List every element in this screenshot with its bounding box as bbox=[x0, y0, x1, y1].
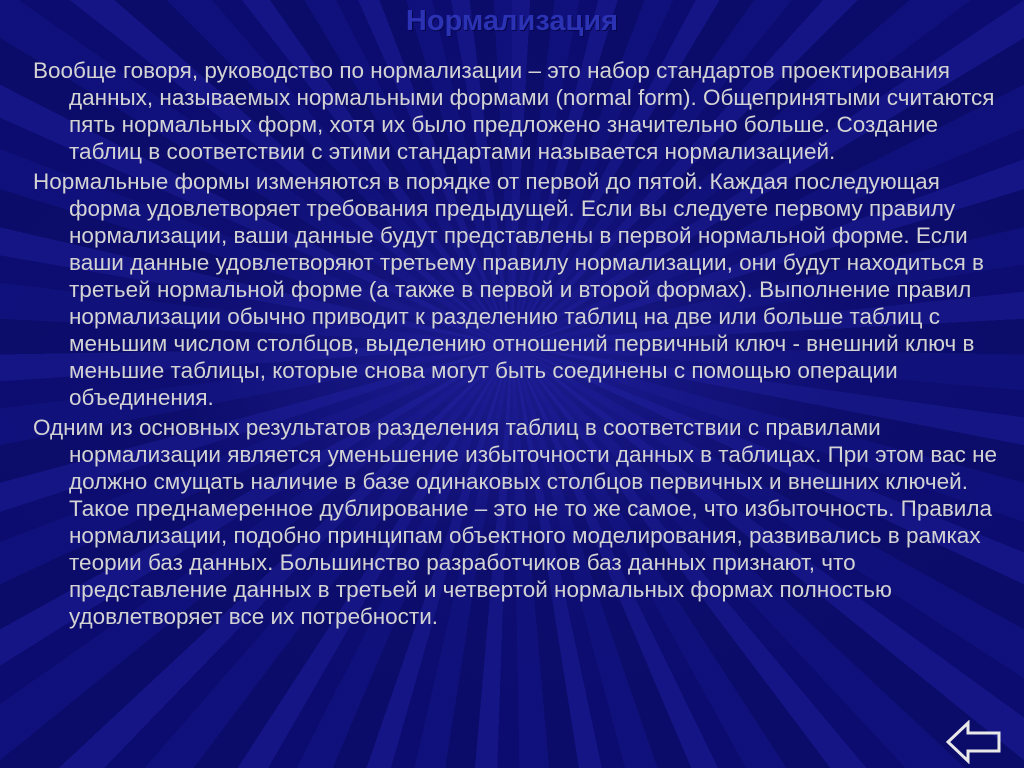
left-arrow-icon bbox=[946, 720, 1002, 764]
slide-body bbox=[33, 57, 1001, 633]
paragraph-2: Нормальные формы изменяются в порядке от первой до пятой. Каждая последующая форма удовлетворяет требования предыдущей. Если вы следуете первому правилу нормализации, ваши данные будут представлены в первой нормальной форме. Если ваши данные удовлетворяют третьему правилу нормализации, они будут находиться в третьей нормальной форме (а также в первой и второй формах). Выполнение правил нормализации обычно приводит к разделению таблиц на две или больше таблиц с меньшим числом столбцов, выделению отношений первичный ключ - внешний ключ в меньшие таблицы, которые снова могут быть соединены с помощью операции объединения. bbox=[33, 169, 984, 410]
slide-title: Нормализация bbox=[405, 5, 619, 37]
paragraph-3: Одним из основных результатов разделения таблиц в соответствии с правилами нормализации является уменьшение избыточности данных в таблицах. При этом вас не должно смущать наличие в базе одинаковых столбцов первичных и внешних ключей. Такое преднамеренное дублирование – это не то же самое, что избыточность. Правила нормализации, подобно принципам объектного моделирования, развивались в рамках теории баз данных. Большинство разработчиков баз данных признают, что представление данных в третьей и четвертой нормальных формах полностью удовлетворяет все их потребности. bbox=[33, 415, 998, 629]
back-button[interactable] bbox=[946, 720, 1002, 764]
paragraph-1: Вообще говоря, руководство по нормализации – это набор стандартов проектирования данных, называемых нормальными формами (normal form). Общепринятыми считаются пять нормальных форм, хотя их было предложено значительно больше. Создание таблиц в соответствии с этими стандартами называется нормализацией. bbox=[33, 58, 995, 164]
